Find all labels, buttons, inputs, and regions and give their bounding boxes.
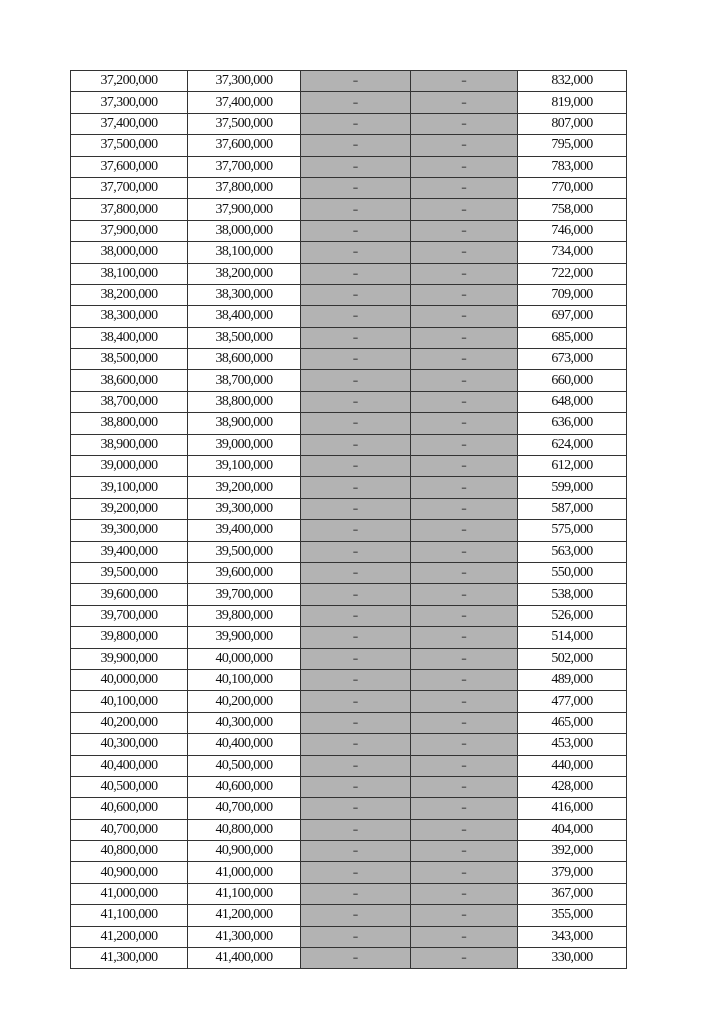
- shaded-dash-cell: –: [411, 327, 518, 348]
- amount-cell: 783,000: [518, 156, 627, 177]
- shaded-dash-cell: –: [411, 434, 518, 455]
- table-row: [71, 605, 627, 626]
- income-from-cell: 37,700,000: [71, 177, 188, 198]
- table-row: [71, 841, 627, 862]
- shaded-dash-cell: –: [411, 135, 518, 156]
- income-from-cell: 40,500,000: [71, 776, 188, 797]
- shaded-dash-cell: –: [411, 819, 518, 840]
- amount-cell: 489,000: [518, 669, 627, 690]
- income-to-cell: 37,300,000: [188, 71, 301, 92]
- income-to-cell: 40,600,000: [188, 776, 301, 797]
- shaded-dash-cell: –: [411, 776, 518, 797]
- income-to-cell: 38,100,000: [188, 242, 301, 263]
- shaded-dash-cell: –: [301, 92, 411, 113]
- table-row: [71, 177, 627, 198]
- income-from-cell: 39,000,000: [71, 456, 188, 477]
- shaded-dash-cell: –: [301, 284, 411, 305]
- table-row: [71, 776, 627, 797]
- shaded-dash-cell: –: [301, 883, 411, 904]
- shaded-dash-cell: –: [411, 755, 518, 776]
- shaded-dash-cell: –: [301, 263, 411, 284]
- income-to-cell: 38,700,000: [188, 370, 301, 391]
- income-to-cell: 40,700,000: [188, 798, 301, 819]
- shaded-dash-cell: –: [301, 135, 411, 156]
- amount-cell: 832,000: [518, 71, 627, 92]
- shaded-dash-cell: –: [411, 520, 518, 541]
- shaded-dash-cell: –: [411, 71, 518, 92]
- income-from-cell: 37,600,000: [71, 156, 188, 177]
- table-row: [71, 263, 627, 284]
- shaded-dash-cell: –: [411, 841, 518, 862]
- income-from-cell: 40,000,000: [71, 669, 188, 690]
- table-row: [71, 71, 627, 92]
- income-to-cell: 37,900,000: [188, 199, 301, 220]
- amount-cell: 526,000: [518, 605, 627, 626]
- income-to-cell: 40,900,000: [188, 841, 301, 862]
- income-to-cell: 38,800,000: [188, 391, 301, 412]
- amount-cell: 770,000: [518, 177, 627, 198]
- amount-cell: 343,000: [518, 926, 627, 947]
- shaded-dash-cell: –: [301, 498, 411, 519]
- amount-cell: 563,000: [518, 541, 627, 562]
- table-row: [71, 755, 627, 776]
- income-from-cell: 39,200,000: [71, 498, 188, 519]
- income-from-cell: 39,100,000: [71, 477, 188, 498]
- shaded-dash-cell: –: [301, 562, 411, 583]
- shaded-dash-cell: –: [411, 113, 518, 134]
- shaded-dash-cell: –: [301, 819, 411, 840]
- table-row: [71, 156, 627, 177]
- table-row: [71, 948, 627, 969]
- table-row: [71, 541, 627, 562]
- income-to-cell: 41,400,000: [188, 948, 301, 969]
- shaded-dash-cell: –: [411, 948, 518, 969]
- income-to-cell: 37,400,000: [188, 92, 301, 113]
- amount-cell: 453,000: [518, 734, 627, 755]
- shaded-dash-cell: –: [411, 498, 518, 519]
- amount-cell: 734,000: [518, 242, 627, 263]
- table-row: [71, 883, 627, 904]
- amount-cell: 367,000: [518, 883, 627, 904]
- shaded-dash-cell: –: [301, 71, 411, 92]
- shaded-dash-cell: –: [411, 284, 518, 305]
- income-from-cell: 41,200,000: [71, 926, 188, 947]
- income-to-cell: 40,000,000: [188, 648, 301, 669]
- amount-cell: 709,000: [518, 284, 627, 305]
- income-to-cell: 39,600,000: [188, 562, 301, 583]
- amount-cell: 538,000: [518, 584, 627, 605]
- income-to-cell: 39,500,000: [188, 541, 301, 562]
- income-from-cell: 40,800,000: [71, 841, 188, 862]
- amount-cell: 477,000: [518, 691, 627, 712]
- shaded-dash-cell: –: [411, 456, 518, 477]
- table-row: [71, 477, 627, 498]
- income-from-cell: 41,300,000: [71, 948, 188, 969]
- income-from-cell: 38,600,000: [71, 370, 188, 391]
- income-to-cell: 40,300,000: [188, 712, 301, 733]
- table-row: [71, 327, 627, 348]
- shaded-dash-cell: –: [301, 434, 411, 455]
- table-row: [71, 562, 627, 583]
- amount-cell: 465,000: [518, 712, 627, 733]
- income-from-cell: 37,400,000: [71, 113, 188, 134]
- table-row: [71, 242, 627, 263]
- income-from-cell: 37,500,000: [71, 135, 188, 156]
- amount-cell: 416,000: [518, 798, 627, 819]
- amount-cell: 673,000: [518, 349, 627, 370]
- amount-cell: 392,000: [518, 841, 627, 862]
- table-row: [71, 349, 627, 370]
- amount-cell: 587,000: [518, 498, 627, 519]
- income-to-cell: 40,100,000: [188, 669, 301, 690]
- shaded-dash-cell: –: [301, 669, 411, 690]
- shaded-dash-cell: –: [411, 562, 518, 583]
- shaded-dash-cell: –: [301, 734, 411, 755]
- income-from-cell: 37,300,000: [71, 92, 188, 113]
- shaded-dash-cell: –: [301, 413, 411, 434]
- shaded-dash-cell: –: [411, 798, 518, 819]
- table-row: [71, 669, 627, 690]
- income-to-cell: 38,600,000: [188, 349, 301, 370]
- table-row: [71, 926, 627, 947]
- income-from-cell: 40,100,000: [71, 691, 188, 712]
- income-from-cell: 39,600,000: [71, 584, 188, 605]
- income-to-cell: 40,400,000: [188, 734, 301, 755]
- table-row: [71, 520, 627, 541]
- shaded-dash-cell: –: [301, 177, 411, 198]
- shaded-dash-cell: –: [301, 242, 411, 263]
- income-to-cell: 39,200,000: [188, 477, 301, 498]
- shaded-dash-cell: –: [301, 948, 411, 969]
- income-from-cell: 39,300,000: [71, 520, 188, 541]
- amount-cell: 819,000: [518, 92, 627, 113]
- shaded-dash-cell: –: [411, 862, 518, 883]
- shaded-dash-cell: –: [411, 370, 518, 391]
- shaded-dash-cell: –: [301, 712, 411, 733]
- shaded-dash-cell: –: [411, 156, 518, 177]
- income-to-cell: 38,900,000: [188, 413, 301, 434]
- shaded-dash-cell: –: [301, 113, 411, 134]
- amount-cell: 355,000: [518, 905, 627, 926]
- shaded-dash-cell: –: [411, 669, 518, 690]
- income-from-cell: 40,400,000: [71, 755, 188, 776]
- shaded-dash-cell: –: [411, 691, 518, 712]
- income-from-cell: 40,200,000: [71, 712, 188, 733]
- shaded-dash-cell: –: [411, 413, 518, 434]
- amount-cell: 514,000: [518, 627, 627, 648]
- table-row: [71, 712, 627, 733]
- shaded-dash-cell: –: [411, 242, 518, 263]
- income-from-cell: 39,800,000: [71, 627, 188, 648]
- table-row: [71, 92, 627, 113]
- shaded-dash-cell: –: [301, 456, 411, 477]
- amount-cell: 612,000: [518, 456, 627, 477]
- income-to-cell: 37,700,000: [188, 156, 301, 177]
- table-row: [71, 220, 627, 241]
- table-row: [71, 734, 627, 755]
- amount-cell: 807,000: [518, 113, 627, 134]
- income-to-cell: 37,800,000: [188, 177, 301, 198]
- shaded-dash-cell: –: [301, 584, 411, 605]
- shaded-dash-cell: –: [301, 306, 411, 327]
- shaded-dash-cell: –: [301, 776, 411, 797]
- income-from-cell: 39,500,000: [71, 562, 188, 583]
- shaded-dash-cell: –: [411, 605, 518, 626]
- income-from-cell: 38,300,000: [71, 306, 188, 327]
- income-from-cell: 39,400,000: [71, 541, 188, 562]
- shaded-dash-cell: –: [411, 627, 518, 648]
- amount-cell: 746,000: [518, 220, 627, 241]
- table-row: [71, 413, 627, 434]
- shaded-dash-cell: –: [301, 370, 411, 391]
- amount-cell: 660,000: [518, 370, 627, 391]
- table-row: [71, 798, 627, 819]
- amount-cell: 575,000: [518, 520, 627, 541]
- income-to-cell: 38,500,000: [188, 327, 301, 348]
- income-to-cell: 40,200,000: [188, 691, 301, 712]
- income-to-cell: 40,500,000: [188, 755, 301, 776]
- table-row: [71, 584, 627, 605]
- shaded-dash-cell: –: [301, 755, 411, 776]
- income-from-cell: 38,900,000: [71, 434, 188, 455]
- income-to-cell: 39,400,000: [188, 520, 301, 541]
- table-body: [71, 71, 627, 969]
- shaded-dash-cell: –: [301, 627, 411, 648]
- income-from-cell: 37,900,000: [71, 220, 188, 241]
- amount-cell: 685,000: [518, 327, 627, 348]
- amount-cell: 758,000: [518, 199, 627, 220]
- table-row: [71, 456, 627, 477]
- income-from-cell: 40,700,000: [71, 819, 188, 840]
- shaded-dash-cell: –: [411, 349, 518, 370]
- table-row: [71, 135, 627, 156]
- table-row: [71, 648, 627, 669]
- income-from-cell: 39,700,000: [71, 605, 188, 626]
- table-row: [71, 113, 627, 134]
- income-to-cell: 37,500,000: [188, 113, 301, 134]
- shaded-dash-cell: –: [411, 883, 518, 904]
- amount-cell: 697,000: [518, 306, 627, 327]
- shaded-dash-cell: –: [301, 199, 411, 220]
- table-row: [71, 306, 627, 327]
- shaded-dash-cell: –: [301, 862, 411, 883]
- income-from-cell: 41,000,000: [71, 883, 188, 904]
- table-row: [71, 819, 627, 840]
- table-row: [71, 370, 627, 391]
- amount-cell: 440,000: [518, 755, 627, 776]
- amount-cell: 502,000: [518, 648, 627, 669]
- shaded-dash-cell: –: [301, 220, 411, 241]
- income-to-cell: 39,000,000: [188, 434, 301, 455]
- income-to-cell: 38,300,000: [188, 284, 301, 305]
- income-from-cell: 38,800,000: [71, 413, 188, 434]
- shaded-dash-cell: –: [301, 520, 411, 541]
- income-to-cell: 39,800,000: [188, 605, 301, 626]
- shaded-dash-cell: –: [411, 541, 518, 562]
- income-from-cell: 38,400,000: [71, 327, 188, 348]
- shaded-dash-cell: –: [301, 391, 411, 412]
- income-from-cell: 40,600,000: [71, 798, 188, 819]
- income-from-cell: 37,800,000: [71, 199, 188, 220]
- table-row: [71, 434, 627, 455]
- shaded-dash-cell: –: [301, 648, 411, 669]
- amount-cell: 722,000: [518, 263, 627, 284]
- shaded-dash-cell: –: [411, 905, 518, 926]
- table-row: [71, 199, 627, 220]
- income-to-cell: 39,100,000: [188, 456, 301, 477]
- shaded-dash-cell: –: [301, 541, 411, 562]
- amount-cell: 599,000: [518, 477, 627, 498]
- amount-cell: 428,000: [518, 776, 627, 797]
- shaded-dash-cell: –: [411, 199, 518, 220]
- shaded-dash-cell: –: [411, 263, 518, 284]
- shaded-dash-cell: –: [411, 712, 518, 733]
- income-to-cell: 41,100,000: [188, 883, 301, 904]
- table-row: [71, 498, 627, 519]
- table-row: [71, 627, 627, 648]
- income-to-cell: 41,200,000: [188, 905, 301, 926]
- amount-cell: 550,000: [518, 562, 627, 583]
- income-to-cell: 39,300,000: [188, 498, 301, 519]
- income-to-cell: 38,000,000: [188, 220, 301, 241]
- shaded-dash-cell: –: [301, 477, 411, 498]
- income-to-cell: 40,800,000: [188, 819, 301, 840]
- shaded-dash-cell: –: [411, 477, 518, 498]
- amount-cell: 636,000: [518, 413, 627, 434]
- shaded-dash-cell: –: [411, 92, 518, 113]
- table-row: [71, 391, 627, 412]
- income-to-cell: 41,000,000: [188, 862, 301, 883]
- amount-cell: 404,000: [518, 819, 627, 840]
- shaded-dash-cell: –: [301, 156, 411, 177]
- shaded-dash-cell: –: [301, 905, 411, 926]
- shaded-dash-cell: –: [301, 605, 411, 626]
- shaded-dash-cell: –: [411, 584, 518, 605]
- table-row: [71, 284, 627, 305]
- shaded-dash-cell: –: [411, 220, 518, 241]
- income-from-cell: 38,700,000: [71, 391, 188, 412]
- income-to-cell: 38,400,000: [188, 306, 301, 327]
- income-to-cell: 39,700,000: [188, 584, 301, 605]
- income-from-cell: 40,300,000: [71, 734, 188, 755]
- shaded-dash-cell: –: [411, 306, 518, 327]
- amount-cell: 795,000: [518, 135, 627, 156]
- shaded-dash-cell: –: [411, 734, 518, 755]
- income-to-cell: 39,900,000: [188, 627, 301, 648]
- shaded-dash-cell: –: [301, 327, 411, 348]
- shaded-dash-cell: –: [411, 926, 518, 947]
- shaded-dash-cell: –: [411, 177, 518, 198]
- income-from-cell: 38,100,000: [71, 263, 188, 284]
- data-table: [70, 70, 627, 969]
- shaded-dash-cell: –: [301, 691, 411, 712]
- shaded-dash-cell: –: [411, 648, 518, 669]
- shaded-dash-cell: –: [301, 349, 411, 370]
- table-row: [71, 905, 627, 926]
- shaded-dash-cell: –: [301, 926, 411, 947]
- amount-cell: 379,000: [518, 862, 627, 883]
- amount-cell: 330,000: [518, 948, 627, 969]
- amount-cell: 624,000: [518, 434, 627, 455]
- income-from-cell: 38,200,000: [71, 284, 188, 305]
- income-from-cell: 37,200,000: [71, 71, 188, 92]
- shaded-dash-cell: –: [301, 798, 411, 819]
- income-from-cell: 38,000,000: [71, 242, 188, 263]
- table-row: [71, 862, 627, 883]
- income-from-cell: 38,500,000: [71, 349, 188, 370]
- shaded-dash-cell: –: [301, 841, 411, 862]
- income-from-cell: 39,900,000: [71, 648, 188, 669]
- income-to-cell: 37,600,000: [188, 135, 301, 156]
- income-to-cell: 41,300,000: [188, 926, 301, 947]
- income-from-cell: 41,100,000: [71, 905, 188, 926]
- table-row: [71, 691, 627, 712]
- income-from-cell: 40,900,000: [71, 862, 188, 883]
- shaded-dash-cell: –: [411, 391, 518, 412]
- amount-cell: 648,000: [518, 391, 627, 412]
- income-to-cell: 38,200,000: [188, 263, 301, 284]
